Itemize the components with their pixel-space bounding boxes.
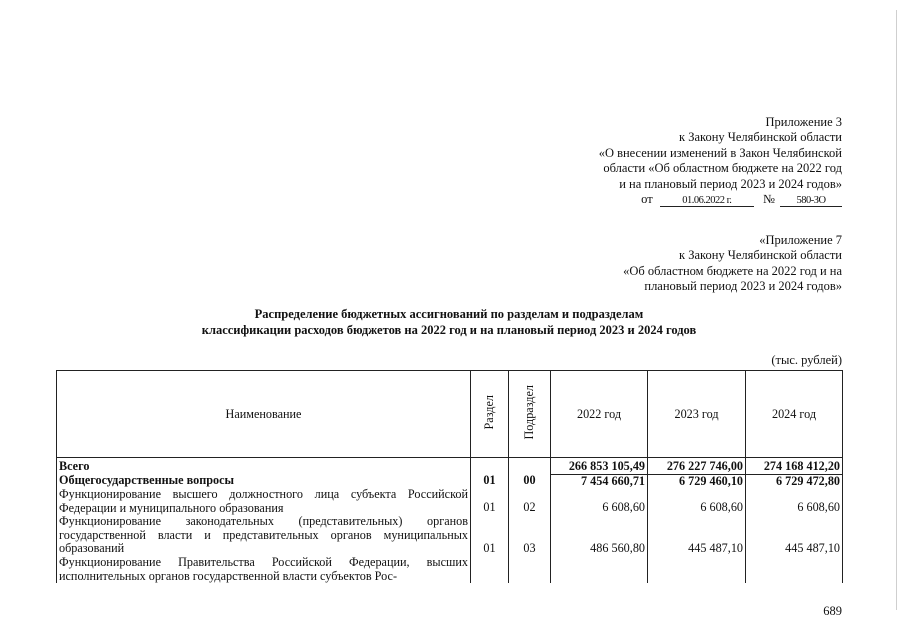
- cell-2022: 266 853 105,49: [551, 458, 648, 475]
- appendix-line: «О внесении изменений в Закон Челябинской: [598, 145, 842, 160]
- header-section: Раздел: [471, 371, 509, 458]
- table-header-row: [57, 371, 843, 458]
- cell-subsection: 03: [509, 515, 551, 556]
- appendix-line: и на плановый период 2023 и 2024 годов»: [619, 176, 842, 191]
- law-number: 580-ЗО: [780, 195, 842, 207]
- cell-section: [471, 556, 509, 583]
- cell-2022: [551, 556, 648, 583]
- appendix-ref-line: «Приложение 7: [759, 233, 842, 247]
- cell-2024: [746, 556, 843, 583]
- table-row: [57, 488, 843, 515]
- cell-section: 01: [471, 488, 509, 515]
- appendix-reference: [623, 233, 842, 295]
- cell-subsection: [509, 458, 551, 475]
- cell-name: Функционирование законодательных (представительных) органов государственной власти и представительных органов муниципальных образований: [57, 515, 471, 556]
- law-date: 01.06.2022 г.: [660, 195, 754, 207]
- header-subsection: Подраздел: [509, 371, 551, 458]
- cell-subsection: [509, 556, 551, 583]
- cell-2024: 274 168 412,20: [746, 458, 843, 475]
- cell-subsection: 00: [509, 474, 551, 488]
- appendix-header: [599, 115, 842, 207]
- cell-2024: 6 729 472,80: [746, 474, 843, 488]
- table-row: [57, 515, 843, 556]
- title-line-2: классификации расходов бюджетов на 2022 год и на плановый период 2023 и 2024 годов: [201, 322, 697, 337]
- cell-name: Общегосударственные вопросы: [57, 474, 471, 488]
- table-row: [57, 458, 843, 475]
- appendix-line: к Закону Челябинской области: [679, 130, 842, 145]
- cell-section: 01: [471, 515, 509, 556]
- units-label: (тыс. рублей): [771, 353, 842, 367]
- cell-2022: 7 454 660,71: [551, 474, 648, 488]
- cell-2022: 486 560,80: [551, 515, 648, 556]
- cell-2024: 445 487,10: [746, 515, 843, 556]
- cell-2023: [648, 556, 746, 583]
- appendix-ref-line: плановый период 2023 и 2024 годов»: [644, 279, 842, 294]
- appendix-ref-line: к Закону Челябинской области: [679, 248, 842, 263]
- header-2024: 2024 год: [746, 371, 843, 458]
- cell-2022: 6 608,60: [551, 488, 648, 515]
- cell-2023: 445 487,10: [648, 515, 746, 556]
- appendix-line: Приложение 3: [765, 115, 842, 129]
- number-prefix: №: [762, 192, 775, 207]
- table-row: [57, 556, 843, 583]
- cell-name: Функционирование Правительства Российской Федерации, высших исполнительных органов государственной власти субъектов Рос-: [57, 556, 471, 583]
- title-line-1: Распределение бюджетных ассигнований по разделам и подразделам: [254, 307, 644, 321]
- page-number: 689: [823, 604, 842, 618]
- cell-2023: 276 227 746,00: [648, 458, 746, 475]
- appendix-ref-line: «Об областном бюджете на 2022 год и на: [623, 263, 842, 278]
- table-row: [57, 474, 843, 488]
- cell-name: Всего: [57, 458, 471, 475]
- budget-table: [56, 370, 843, 583]
- cell-2023: 6 608,60: [648, 488, 746, 515]
- law-date-number-line: [599, 192, 842, 207]
- cell-section: 01: [471, 474, 509, 488]
- scan-edge-line: [896, 10, 897, 610]
- appendix-line: области «Об областном бюджете на 2022 год: [603, 161, 842, 176]
- date-prefix: от: [641, 192, 653, 207]
- cell-name: Функционирование высшего должностного лица субъекта Российской Федерации и муниципального образования: [57, 488, 471, 515]
- header-name: Наименование: [57, 371, 471, 458]
- cell-2023: 6 729 460,10: [648, 474, 746, 488]
- cell-2024: 6 608,60: [746, 488, 843, 515]
- cell-subsection: 02: [509, 488, 551, 515]
- document-title: [56, 307, 842, 338]
- cell-section: [471, 458, 509, 475]
- header-2022: 2022 год: [551, 371, 648, 458]
- header-2023: 2023 год: [648, 371, 746, 458]
